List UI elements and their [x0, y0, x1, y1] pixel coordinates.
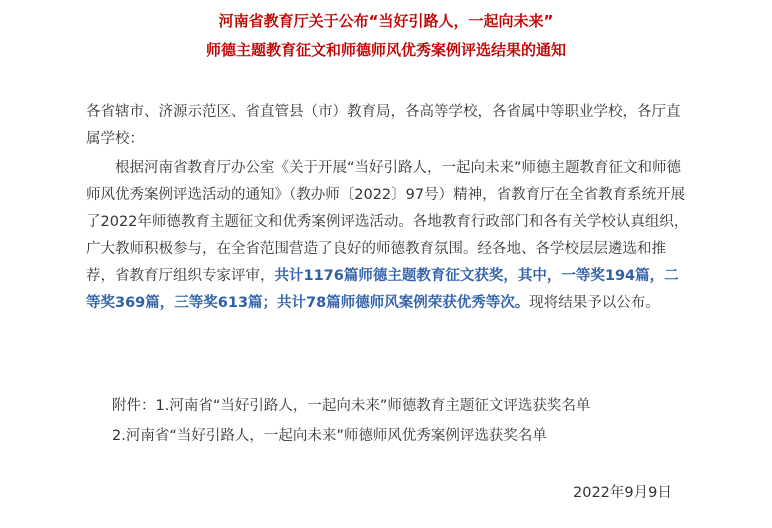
body-paragraph-text: [86, 155, 690, 317]
notice-title-line-1: 河南省教育厅关于公布“当好引路人，一起向未来”: [218, 12, 554, 30]
attachment-item-1: 附件：1.河南省“当好引路人，一起向未来”师德教育主题征文评选获奖名单: [112, 398, 591, 414]
body-text-before: 根据河南省教育厅办公室《关于开展“当好引路人，一起向未来”师德主题教育征文和师德师风优秀案例评选活动的通知》（教办师〔2022〕97号）精神，省教育厅在全省教育系统开展了2022年师德教育主题征文和优秀案例评选活动。各地教育行政部门和各有关学校认真组织，广大教师积极参与，在全省范围营造了良好的师德教育氛围。经各地、各学校层层遴选和推荐，省教育厅组织专家评审，: [86, 160, 689, 284]
salutation: 各省辖市、济源示范区、省直管县（市）教育局，各高等学校，各省属中等职业学校，各厅直属学校：: [86, 104, 681, 147]
attachment-item-2: 2.河南省“当好引路人，一起向未来”师德师风优秀案例评选获奖名单: [112, 428, 547, 444]
body-text-after: 现将结果予以公布。: [529, 295, 660, 311]
issue-date: 2022年9月9日: [573, 485, 672, 501]
results-highlight: 共计1176篇师德主题教育征文获奖，其中，一等奖194篇，二等奖369篇，三等奖613篇；共计78篇师德师风案例荣获优秀等次。: [86, 268, 679, 311]
notice-title-line-2: 师德主题教育征文和师德师风优秀案例评选结果的通知: [205, 41, 566, 59]
body-paragraph: [86, 155, 690, 317]
